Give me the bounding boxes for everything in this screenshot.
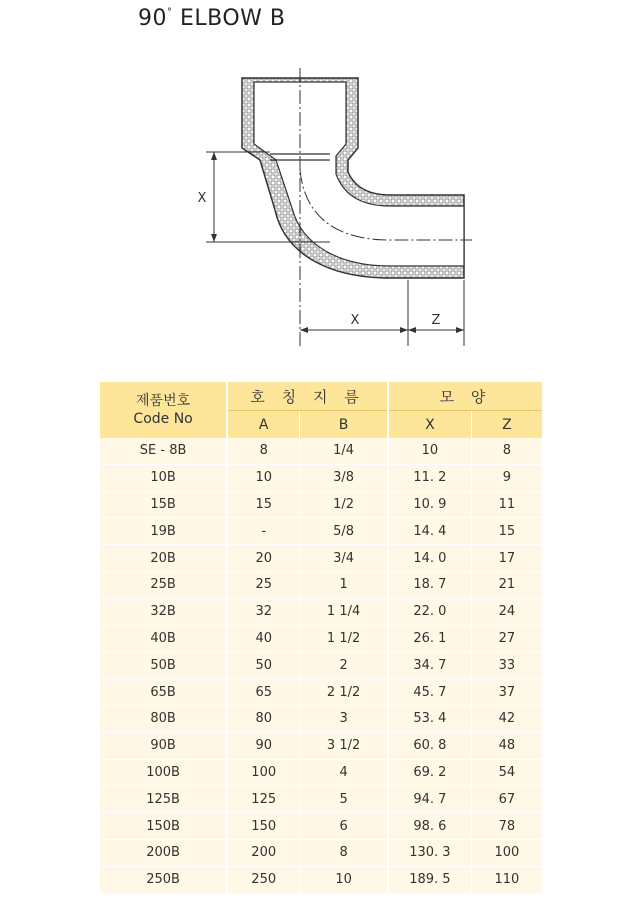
cell-a: 25 (227, 571, 300, 598)
cell-x: 14. 0 (388, 545, 471, 572)
cell-x: 22. 0 (388, 598, 471, 625)
dim-x-left-arrow-bottom (211, 234, 217, 242)
table-row (100, 839, 542, 866)
cell-a: 50 (227, 652, 300, 679)
cell-code: 20B (100, 545, 227, 572)
cell-z: 33 (471, 652, 542, 679)
table-row (100, 679, 542, 706)
cell-b: 1 1/2 (300, 625, 388, 652)
code-header-en: Code No (133, 411, 193, 427)
dim-z-arrow-right (456, 327, 464, 333)
cell-z: 54 (471, 759, 542, 786)
cell-x: 45. 7 (388, 679, 471, 706)
cell-a: 32 (227, 598, 300, 625)
cell-z: 15 (471, 518, 542, 545)
cell-b: 1/4 (300, 438, 388, 464)
cell-code: SE - 8B (100, 438, 227, 464)
code-header (100, 382, 227, 438)
cell-z: 27 (471, 625, 542, 652)
cell-a: 125 (227, 786, 300, 813)
table-row (100, 438, 542, 464)
table-row (100, 786, 542, 813)
cell-x: 11. 2 (388, 464, 471, 491)
cell-b: 5/8 (300, 518, 388, 545)
cell-b: 8 (300, 839, 388, 866)
table-row (100, 705, 542, 732)
table-row (100, 866, 542, 893)
cell-code: 32B (100, 598, 227, 625)
cell-b: 3 1/2 (300, 732, 388, 759)
col-header-a: A (227, 411, 300, 439)
cell-a: 80 (227, 705, 300, 732)
cell-z: 9 (471, 464, 542, 491)
cell-z: 8 (471, 438, 542, 464)
table-row (100, 491, 542, 518)
cell-a: 8 (227, 438, 300, 464)
cell-code: 19B (100, 518, 227, 545)
page-title (138, 6, 286, 31)
cell-a: 40 (227, 625, 300, 652)
dim-x-bottom-arrow-left (300, 327, 308, 333)
table-row (100, 625, 542, 652)
cell-z: 17 (471, 545, 542, 572)
dim-x-left-label: X (197, 191, 207, 206)
cell-b: 4 (300, 759, 388, 786)
cell-a: 15 (227, 491, 300, 518)
cell-b: 1 1/4 (300, 598, 388, 625)
cell-code: 250B (100, 866, 227, 893)
cell-b: 6 (300, 813, 388, 840)
cell-x: 10 (388, 438, 471, 464)
cell-z: 42 (471, 705, 542, 732)
cell-a: 150 (227, 813, 300, 840)
cell-x: 60. 8 (388, 732, 471, 759)
cell-b: 3/4 (300, 545, 388, 572)
dim-x-bottom-arrow-right (400, 327, 408, 333)
cell-a: 200 (227, 839, 300, 866)
cell-b: 2 (300, 652, 388, 679)
cell-a: 20 (227, 545, 300, 572)
cell-z: 11 (471, 491, 542, 518)
cell-b: 3/8 (300, 464, 388, 491)
group-header-nominal: 호 칭 지 름 (227, 382, 388, 411)
table-row (100, 598, 542, 625)
cell-b: 2 1/2 (300, 679, 388, 706)
cell-x: 26. 1 (388, 625, 471, 652)
cell-x: 69. 2 (388, 759, 471, 786)
cell-code: 125B (100, 786, 227, 813)
cell-a: 100 (227, 759, 300, 786)
cell-a: 250 (227, 866, 300, 893)
cell-code: 25B (100, 571, 227, 598)
cell-z: 48 (471, 732, 542, 759)
cell-z: 67 (471, 786, 542, 813)
table-row (100, 732, 542, 759)
cell-a: 90 (227, 732, 300, 759)
cell-x: 98. 6 (388, 813, 471, 840)
cell-code: 15B (100, 491, 227, 518)
elbow-diagram (180, 60, 500, 360)
cell-x: 94. 7 (388, 786, 471, 813)
group-header-shape: 모 양 (388, 382, 542, 411)
elbow-bore (254, 82, 464, 266)
dim-z-label: Z (431, 313, 441, 328)
cell-z: 21 (471, 571, 542, 598)
col-header-b: B (300, 411, 388, 439)
cell-z: 24 (471, 598, 542, 625)
dim-x-bottom-label: X (350, 313, 360, 328)
cell-b: 1/2 (300, 491, 388, 518)
table-row (100, 545, 542, 572)
dim-x-left-arrow-top (211, 152, 217, 160)
cell-z: 100 (471, 839, 542, 866)
cell-x: 14. 4 (388, 518, 471, 545)
cell-x: 34. 7 (388, 652, 471, 679)
cell-a: 10 (227, 464, 300, 491)
col-header-z: Z (471, 411, 542, 439)
title-text: ELBOW B (180, 6, 286, 31)
cell-z: 78 (471, 813, 542, 840)
col-header-x: X (388, 411, 471, 439)
table-row (100, 571, 542, 598)
table-row (100, 652, 542, 679)
dim-z-arrow-left (408, 327, 416, 333)
cell-code: 100B (100, 759, 227, 786)
cell-b: 10 (300, 866, 388, 893)
cell-code: 80B (100, 705, 227, 732)
cell-code: 90B (100, 732, 227, 759)
spec-table (100, 382, 542, 894)
cell-z: 110 (471, 866, 542, 893)
table-row (100, 464, 542, 491)
cell-z: 37 (471, 679, 542, 706)
cell-b: 5 (300, 786, 388, 813)
cell-code: 150B (100, 813, 227, 840)
cell-x: 130. 3 (388, 839, 471, 866)
degree-symbol: ° (167, 7, 173, 18)
cell-code: 10B (100, 464, 227, 491)
title-number: 90 (138, 6, 167, 31)
cell-x: 53. 4 (388, 705, 471, 732)
cell-code: 50B (100, 652, 227, 679)
table-row (100, 813, 542, 840)
table-row (100, 518, 542, 545)
cell-x: 10. 9 (388, 491, 471, 518)
cell-code: 200B (100, 839, 227, 866)
code-header-kr: 제품번호 (136, 393, 191, 409)
cell-a: 65 (227, 679, 300, 706)
cell-code: 40B (100, 625, 227, 652)
cell-code: 65B (100, 679, 227, 706)
cell-x: 189. 5 (388, 866, 471, 893)
cell-b: 1 (300, 571, 388, 598)
table-row (100, 759, 542, 786)
cell-x: 18. 7 (388, 571, 471, 598)
cell-a: - (227, 518, 300, 545)
cell-b: 3 (300, 705, 388, 732)
